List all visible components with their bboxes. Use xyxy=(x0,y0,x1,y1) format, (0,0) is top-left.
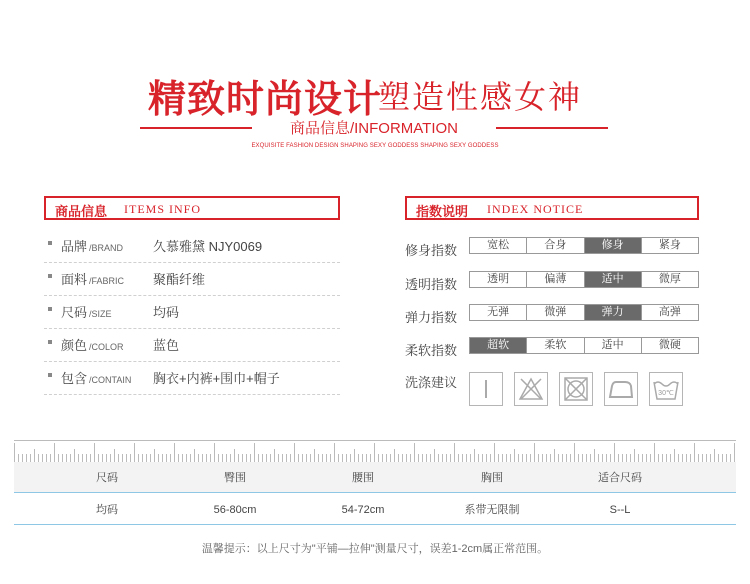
bullet-icon xyxy=(48,241,52,245)
scale-cell: 微弹 xyxy=(526,305,583,320)
item-label: 包含 /CONTAIN xyxy=(61,371,132,386)
items-info-title-cn: 商品信息 xyxy=(55,204,108,219)
item-value: 久慕雅黛 NJY0069 xyxy=(153,239,263,254)
index-scale xyxy=(469,304,699,321)
scale-cell: 微厚 xyxy=(641,272,698,287)
scale-cell-selected: 超软 xyxy=(470,338,526,353)
item-label: 面料 /FABRIC xyxy=(61,272,125,287)
item-row-brand xyxy=(44,229,340,263)
scale-cell-selected: 修身 xyxy=(584,238,641,253)
bullet-icon xyxy=(48,274,52,278)
tagline: EXQUISITE FASHION DESIGN SHAPING SEXY GODDESS SHAPING SEXY GODDESS xyxy=(251,143,499,149)
index-scale xyxy=(469,271,699,288)
item-row-fabric xyxy=(44,262,340,296)
ruler xyxy=(14,440,736,463)
hand-wash-icon xyxy=(469,372,503,406)
table-header: 尺码 xyxy=(96,472,118,484)
svg-text:30℃: 30℃ xyxy=(658,390,674,397)
table-cell: S--L xyxy=(609,504,631,516)
index-scale xyxy=(469,337,699,354)
item-row-size xyxy=(44,295,340,329)
index-scale xyxy=(469,237,699,254)
item-value: 蓝色 xyxy=(153,338,180,353)
scale-cell: 适中 xyxy=(584,338,641,353)
item-label: 品牌 /BRAND xyxy=(61,239,124,254)
header-rule-right xyxy=(496,127,608,129)
scale-cell: 微硬 xyxy=(641,338,698,353)
scale-cell: 无弹 xyxy=(487,306,510,318)
size-note: 温馨提示：以上尺寸为"平铺—拉伸"测量尺寸，误差1-2cm属正常范围。 xyxy=(201,543,549,555)
items-info-header xyxy=(44,196,340,220)
header-rule-left xyxy=(140,127,252,129)
no-tumble-dry-icon xyxy=(559,372,593,406)
wash-30c-icon xyxy=(649,372,683,406)
table-header: 臀围 xyxy=(224,472,246,484)
scale-cell: 偏薄 xyxy=(526,272,583,287)
scale-cell: 合身 xyxy=(526,238,583,253)
table-cell: 54-72cm xyxy=(341,504,385,516)
item-value: 均码 xyxy=(153,305,180,320)
scale-cell: 透明 xyxy=(487,273,510,285)
items-info-title-en: ITEMS INFO xyxy=(124,202,202,216)
table-cell: 系带无限制 xyxy=(464,504,520,516)
table-header: 适合尺码 xyxy=(598,472,642,484)
item-row-contain xyxy=(44,361,340,395)
item-row-color xyxy=(44,328,340,362)
size-table-header xyxy=(14,464,736,493)
headline-main: 精致时尚设计 xyxy=(148,79,383,121)
item-value: 聚酯纤维 xyxy=(153,272,206,287)
table-cell: 56-80cm xyxy=(213,504,257,516)
index-notice-title-en: INDEX NOTICE xyxy=(487,202,584,216)
scale-cell: 宽松 xyxy=(487,239,510,251)
section-subtitle: 商品信息/INFORMATION xyxy=(289,120,459,137)
scale-cell: 柔软 xyxy=(526,338,583,353)
index-notice-title-cn: 指数说明 xyxy=(416,204,469,219)
item-label: 颜色 /COLOR xyxy=(61,338,124,353)
scale-cell: 紧身 xyxy=(641,238,698,253)
index-label: 修身指数 xyxy=(405,243,458,258)
index-label: 弹力指数 xyxy=(405,310,458,325)
item-label: 尺码 /SIZE xyxy=(61,305,112,320)
table-header: 胸围 xyxy=(481,472,503,484)
item-value: 胸衣+内裤+围巾+帽子 xyxy=(153,371,280,386)
bullet-icon xyxy=(48,373,52,377)
bullet-icon xyxy=(48,307,52,311)
scale-cell-selected: 弹力 xyxy=(584,305,641,320)
index-label: 透明指数 xyxy=(405,277,458,292)
scale-cell: 高弹 xyxy=(641,305,698,320)
index-label: 柔软指数 xyxy=(405,343,458,358)
no-bleach-icon xyxy=(514,372,548,406)
bullet-icon xyxy=(48,340,52,344)
wash-label: 洗涤建议 xyxy=(405,375,458,390)
scale-cell-selected: 适中 xyxy=(584,272,641,287)
index-notice-header xyxy=(405,196,699,220)
table-header: 腰围 xyxy=(352,472,374,484)
iron-icon xyxy=(604,372,638,406)
headline-sub: 塑造性感女神 xyxy=(378,79,583,115)
table-cell: 均码 xyxy=(96,504,118,516)
table-row xyxy=(14,496,736,525)
